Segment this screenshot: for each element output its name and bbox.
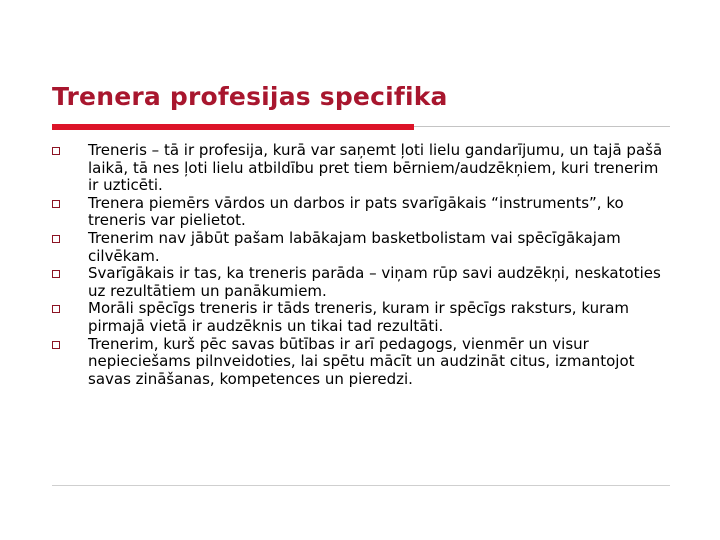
bullet-item bbox=[52, 230, 672, 265]
title-accent-bar bbox=[52, 124, 414, 130]
hollow-square-bullet-icon bbox=[52, 270, 60, 278]
bullet-text: Trenera piemērs vārdos un darbos ir pats svarīgākais “instruments”, ko treneris var pielietot. bbox=[88, 193, 624, 230]
hollow-square-bullet-icon bbox=[52, 147, 60, 155]
bullet-list bbox=[52, 142, 672, 388]
hollow-square-bullet-icon bbox=[52, 200, 60, 208]
bullet-item bbox=[52, 300, 672, 335]
bullet-item bbox=[52, 265, 672, 300]
bullet-item bbox=[52, 142, 672, 195]
bullet-text: Trenerim nav jābūt pašam labākajam basketbolistam vai spēcīgākajam cilvēkam. bbox=[88, 228, 621, 265]
hollow-square-bullet-icon bbox=[52, 305, 60, 313]
bullet-text: Svarīgākais ir tas, ka treneris parāda – viņam rūp savi audzēkņi, neskatoties uz rezultātiem un panākumiem. bbox=[88, 264, 661, 300]
hollow-square-bullet-icon bbox=[52, 235, 60, 243]
hollow-square-bullet-icon bbox=[52, 341, 60, 349]
bullet-item bbox=[52, 336, 672, 389]
bullet-item bbox=[52, 195, 672, 230]
slide-title: Trenera profesijas specifika bbox=[52, 82, 448, 111]
footer-divider-line bbox=[52, 485, 670, 486]
bullet-text: Morāli spēcīgs treneris ir tāds treneris, kuram ir spēcīgs raksturs, kuram pirmajā vietā ir audzēknis un tikai tad rezultāti. bbox=[88, 299, 630, 335]
bullet-text: Trenerim, kurš pēc savas būtības ir arī pedagogs, vienmēr un visur nepieciešams pilnveidoties, lai spētu mācīt un audzināt citus, izmantojot savas zināšanas, kompetences un pieredzi. bbox=[88, 334, 635, 388]
bullet-text: Treneris – tā ir profesija, kurā var saņemt ļoti lielu gandarījumu, un tajā pašā laikā, tā nes ļoti lielu atbildību pret tiem bērniem/audzēkņiem, kuri trenerim ir uzticēti. bbox=[88, 141, 663, 195]
